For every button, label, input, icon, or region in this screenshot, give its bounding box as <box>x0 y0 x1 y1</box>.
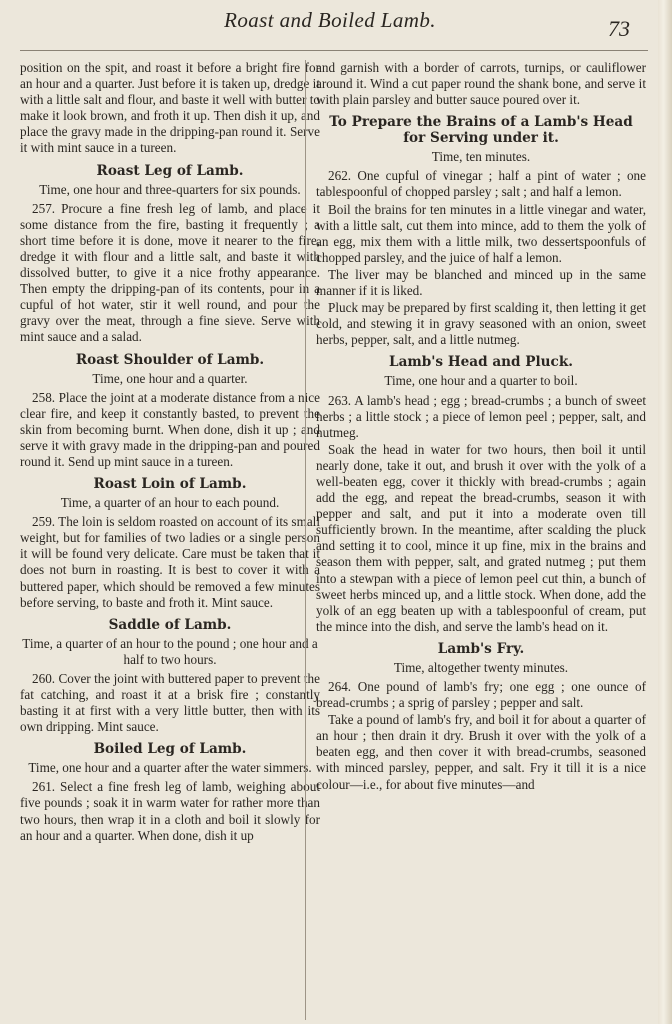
recipe-heading: Roast Leg of Lamb. <box>96 162 244 179</box>
page-edge <box>658 0 672 1024</box>
page-number: 73 <box>608 16 630 41</box>
recipe-heading: Lamb's Head and Pluck. <box>389 354 573 371</box>
paragraph: position on the spit, and roast it before a bright fire for an hour and a quarter. Just before it is taken up, dredge it with a little salt and flour, and baste it well with butter to make it look brown, and froth it up. Then dish it up, and place the gravy made in the dripping-pan round it. Serve it with mint sauce in a tureen. <box>20 60 320 156</box>
recipe-text: 264. One pound of lamb's fry; one egg ; one ounce of bread-crumbs ; a sprig of parsley ; pepper and salt. <box>316 679 646 711</box>
recipe-heading: Roast Shoulder of Lamb. <box>75 351 265 368</box>
column-divider <box>305 60 306 1020</box>
recipe-time: Time, one hour and a quarter to boil. <box>384 373 578 389</box>
recipe-text: 261. Select a fine fresh leg of lamb, weighing about five pounds ; soak it in warm water for rather more than two hours, then wrap it in a cloth and boil it slowly for an hour and a quarter. When done, dish it up <box>20 779 320 843</box>
recipe-heading: To Prepare the Brains of a Lamb's Head for Serving under it. <box>329 114 633 147</box>
page-header <box>0 6 660 50</box>
recipe-text: The liver may be blanched and minced up in the same manner if it is liked. <box>316 266 646 299</box>
recipe-time: Time, one hour and three-quarters for six pounds. <box>39 181 301 197</box>
recipe-time: Time, a quarter of an hour to the pound ; one hour and a half to two hours. <box>22 635 318 667</box>
running-title: Roast and Boiled Lamb. <box>224 8 436 32</box>
recipe-time: Time, altogether twenty minutes. <box>393 659 569 675</box>
recipe-heading: Roast Loin of Lamb. <box>93 476 247 493</box>
recipe-text: 260. Cover the joint with buttered paper to prevent the fat catching, and roast it at a brisk fire ; constantly basting it at first with a very little butter, then with its own dripping. Mint sauce. <box>20 670 320 735</box>
recipe-heading: Boiled Leg of Lamb. <box>93 741 247 758</box>
recipe-text: Boil the brains for ten minutes in a little vinegar and water, with a little salt, cut them into mince, add to them the yolk of an egg, mix them with a little milk, two dessertspoonfuls of chopped parsley, and the juice of half a lemon. <box>316 201 646 265</box>
recipe-text: 257. Procure a fine fresh leg of lamb, and place it some distance from the fire, basting it frequently ; a short time before it is done, move it nearer to the fire, dredge it with flour and a little salt, and baste it with dissolved butter, to give it a nice frothy appearance. Then empty the dripping-pan of its contents, pour in a cupful of hot water, stir it well round, and pour the gravy over the meat, through a fine sieve. Serve with mint sauce and a salad. <box>20 200 320 345</box>
recipe-time: Time, one hour and a quarter. <box>92 370 248 386</box>
recipe-text: 262. One cupful of vinegar ; half a pint of water ; one tablespoonful of chopped parsley ; salt ; and half a lemon. <box>316 168 646 200</box>
recipe-text: 263. A lamb's head ; egg ; bread-crumbs ; a bunch of sweet herbs ; a little stock ; a piece of lemon peel ; pepper, salt, and nutmeg. <box>316 392 646 440</box>
paragraph: and garnish with a border of carrots, turnips, or cauliflower around it. Wind a cut paper round the shank bone, and serve it with plain parsley and butter sauce poured over it. <box>316 60 646 108</box>
recipe-time: Time, one hour and a quarter after the water simmers. <box>28 760 312 776</box>
recipe-text: Soak the head in water for two hours, then boil it until nearly done, take it out, and brush it over with the yolk of a well-beaten egg, cover it thickly with bread-crumbs ; again add the egg, and repeat the bread-crumbs, season it with pepper and salt, and put it into a moderate oven till sufficiently brown. In the meantime, after scalding the pluck and setting it to cool, mince it up fine, mix in the brains and season them with pepper, salt, and grated nutmeg ; put them into a stewpan with a piece of lemon peel cut thin, a bunch of sweet herbs minced up, and a little stock. When done, add the yolk of an egg beaten up with a tablespoonful of cream, put the mince into the dish, and serve the lamb's head on it. <box>316 441 646 634</box>
recipe-time: Time, ten minutes. <box>431 149 531 165</box>
recipe-text: Take a pound of lamb's fry, and boil it for about a quarter of an hour ; then drain it dry. Brush it over with the yolk of a beaten egg, and then cover it with bread-crumbs, seasoned with minced parsley, pepper, and salt. Fry it till it is a nice colour—i.e., for about five minutes—and <box>316 712 646 792</box>
recipe-text: 258. Place the joint at a moderate distance from a nice clear fire, and keep it constantly basted, to prevent the skin from becoming burnt. When done, dish it up ; and serve it with gravy made in the dripping-pan and poured round it. Send up mint sauce in a tureen. <box>20 389 320 469</box>
recipe-text: 259. The loin is seldom roasted on account of its small weight, but for families of two ladies or a single person it will be found very delicate. Care must be taken that it does not burn in roasting. It is best to cover it with a buttered paper, which should be removed a few minutes before serving, to baste and froth it. Mint sauce. <box>20 514 321 610</box>
recipe-heading: Saddle of Lamb. <box>108 616 232 633</box>
recipe-time: Time, a quarter of an hour to each pound. <box>60 495 280 511</box>
left-column <box>20 60 320 845</box>
right-column <box>316 60 646 794</box>
recipe-text: Pluck may be prepared by first scalding it, then letting it get cold, and stewing it in gravy seasoned with an onion, sweet herbs, pepper, salt, and a little nutmeg. <box>316 300 646 348</box>
header-rule <box>20 50 648 51</box>
recipe-heading: Lamb's Fry. <box>437 640 525 657</box>
